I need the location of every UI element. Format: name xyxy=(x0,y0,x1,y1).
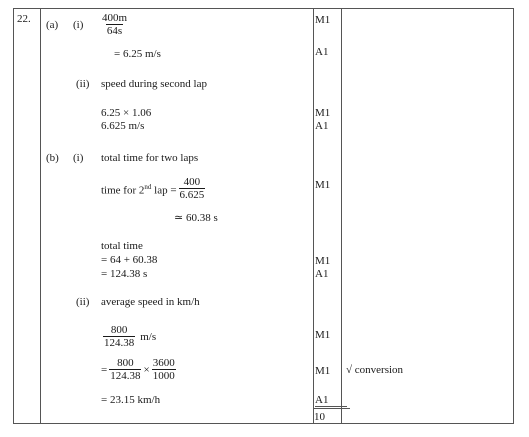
mark: A1 xyxy=(315,46,329,58)
mark: A1 xyxy=(315,394,329,406)
time-second-lap-equation xyxy=(101,176,207,201)
fraction-total-distance-over-time xyxy=(103,324,135,349)
mark: M1 xyxy=(315,107,331,119)
part-b-ii-label: (ii) xyxy=(76,296,90,308)
mark: M1 xyxy=(315,14,331,26)
equals-sign: = xyxy=(101,363,108,376)
working-line: = 64 + 60.38 xyxy=(101,254,158,266)
mark: A1 xyxy=(315,268,329,280)
mark: M1 xyxy=(315,255,331,267)
speed-fraction-expression xyxy=(101,324,156,349)
final-mark-underline xyxy=(315,406,347,407)
part-a-ii-label: (ii) xyxy=(76,78,90,90)
part-b-label: (b) xyxy=(46,152,59,164)
mark: M1 xyxy=(315,179,331,191)
mark: A1 xyxy=(315,120,329,132)
question-number: 22. xyxy=(17,13,31,25)
fraction-distance-over-time xyxy=(101,12,128,37)
examiner-comment: √ conversion xyxy=(346,364,404,376)
unit-label: m/s xyxy=(140,330,157,343)
total-marks: 10 xyxy=(314,411,325,423)
fraction-denominator: 124.38 xyxy=(110,370,141,382)
fraction-distance-over-speed xyxy=(179,176,206,201)
part-a-i-label: (i) xyxy=(73,19,84,31)
fraction-numerator: 800 xyxy=(117,357,134,369)
part-b-ii-heading: average speed in km/h xyxy=(101,296,200,308)
approx-time-result: ≃ 60.38 s xyxy=(174,212,218,224)
fraction-numerator: 400 xyxy=(183,176,201,188)
final-speed-result: = 23.15 km/h xyxy=(101,394,161,406)
part-a-ii-heading: speed during second lap xyxy=(101,78,207,90)
fraction-numerator: 800 xyxy=(110,324,128,336)
conversion-expression xyxy=(101,357,178,382)
fraction-numerator: 3600 xyxy=(152,357,175,369)
column-divider xyxy=(313,9,314,423)
fraction-denominator: 6.625 xyxy=(179,189,205,201)
speed-result: = 6.25 m/s xyxy=(114,48,161,60)
times-sign: × xyxy=(143,363,150,376)
fraction-denominator: 124.38 xyxy=(104,337,135,349)
fraction-denominator: 64s xyxy=(106,25,123,37)
mark-scheme-table xyxy=(13,8,514,424)
fraction-numerator: 400m xyxy=(102,12,128,24)
time-label: time for 2nd lap = xyxy=(101,182,177,197)
working-line: 6.625 m/s xyxy=(101,120,145,132)
part-b-i-heading: total time for two laps xyxy=(101,152,199,164)
fraction-denominator: 1000 xyxy=(152,370,175,382)
column-divider xyxy=(341,9,342,423)
part-a-label: (a) xyxy=(46,19,59,31)
part-b-i-label: (i) xyxy=(73,152,84,164)
fraction-conversion-factor xyxy=(152,357,176,382)
working-line: 6.25 × 1.06 xyxy=(101,107,152,119)
total-time-heading: total time xyxy=(101,240,143,252)
mark: M1 xyxy=(315,365,331,377)
fraction-speed-ms xyxy=(109,357,141,382)
mark: M1 xyxy=(315,329,331,341)
working-line: = 124.38 s xyxy=(101,268,148,280)
column-divider xyxy=(40,9,41,423)
